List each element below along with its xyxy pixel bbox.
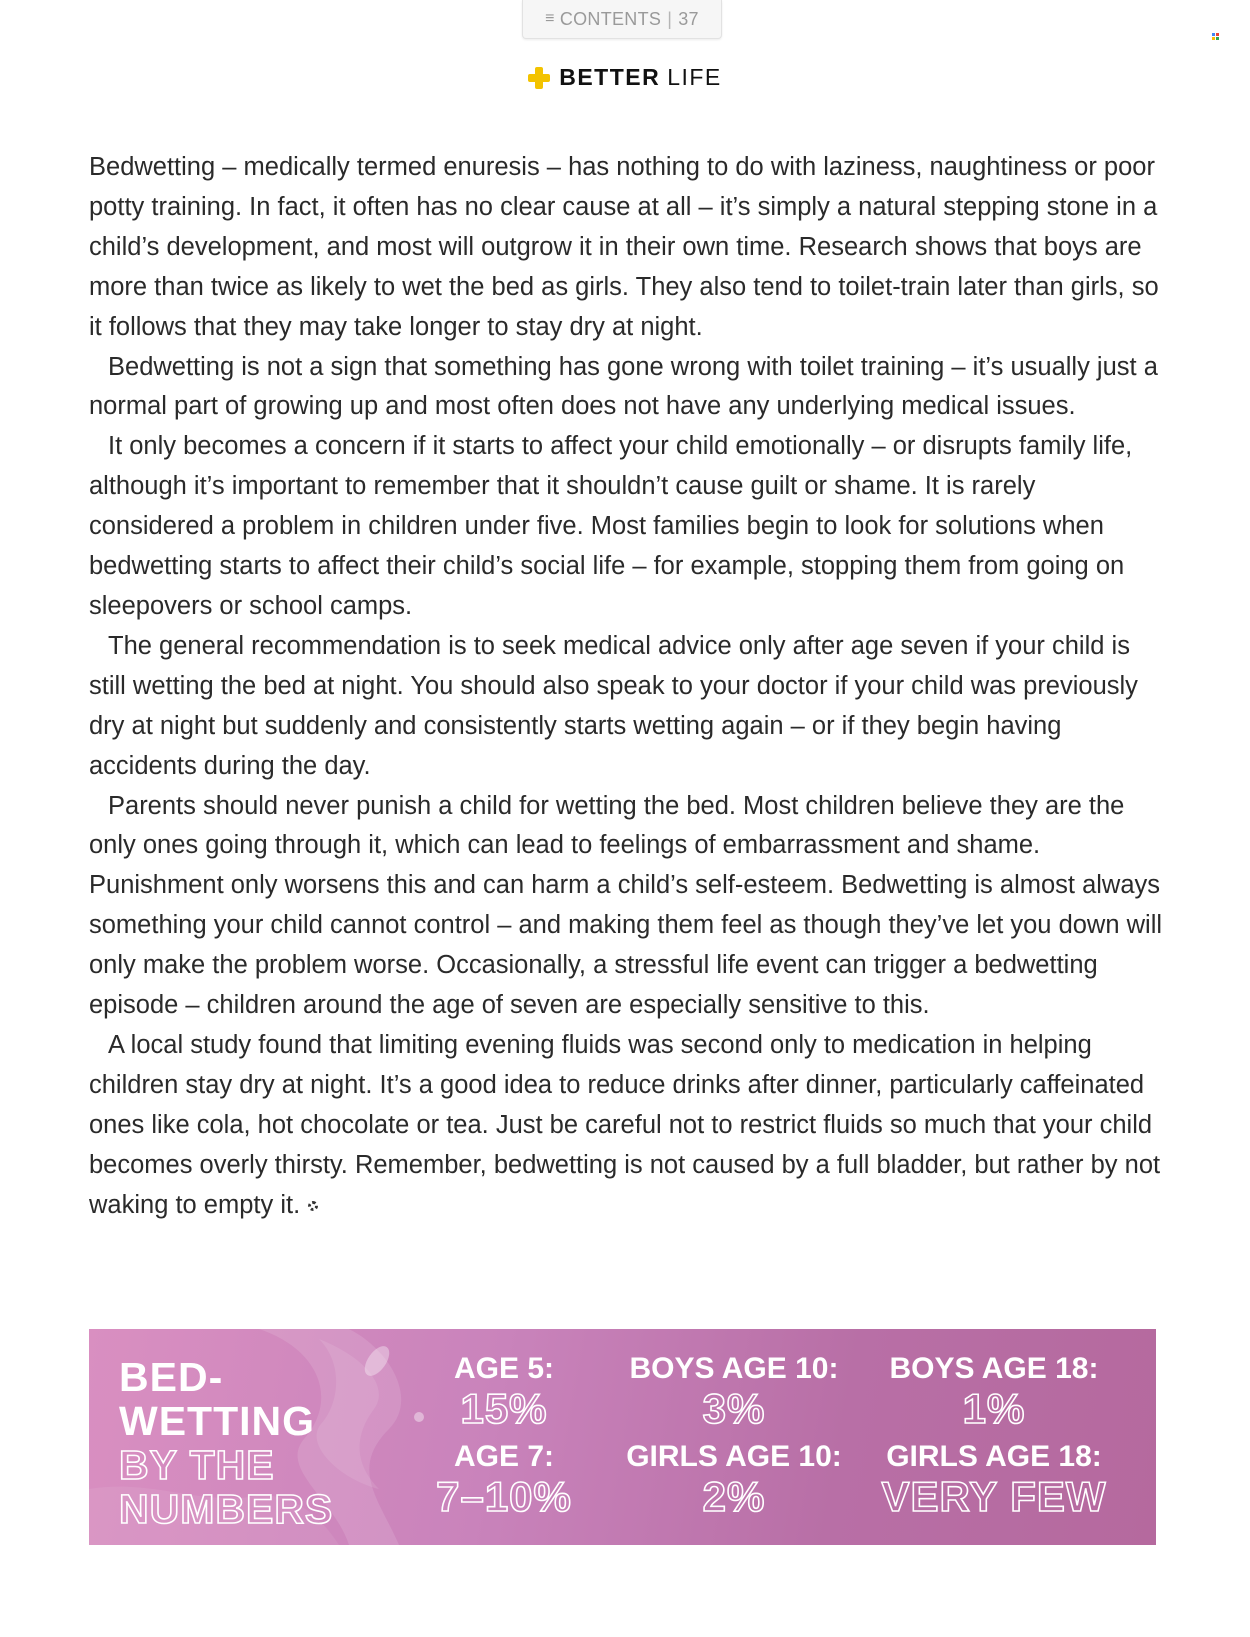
contents-separator: | [667, 8, 673, 29]
article-paragraph: It only becomes a concern if it starts to affect your child emotionally – or disrupts family life, although it’s important to remember that it shouldn’t cause guilt or shame. It is rarely considered a problem in children under five. Most families begin to look for solutions when bedwetting starts to affect their child’s social life – for example, stopping them from going on sleepovers or school camps. [89, 432, 1133, 620]
stat-value: 7–10% [436, 1473, 572, 1520]
contents-label: CONTENTS [559, 8, 662, 29]
stat-label: AGE 5: [453, 1352, 555, 1385]
article-paragraph-last [89, 1026, 1164, 1226]
article-paragraph: Bedwetting – medically termed enuresis – has nothing to do with laziness, naughtiness or poor potty training. In fact, it often has no clear cause at all – it’s simply a natural stepping stone in a child’s development, and most will outgrow it in their own time. Research shows that boys are more than twice as likely to wet the bed as girls. They also tend to toilet-train later than girls, so it follows that they may take longer to stay dry at night. [89, 153, 1159, 341]
stat-label: BOYS AGE 10: [629, 1352, 839, 1385]
stat-label: GIRLS AGE 10: [626, 1440, 842, 1473]
article-body [89, 148, 1164, 1225]
stat-boys-age-10 [619, 1351, 849, 1431]
stat-value: VERY FEW [881, 1473, 1107, 1520]
stats-title-line: BED- [119, 1354, 224, 1400]
stat-boys-age-18 [879, 1351, 1109, 1431]
end-of-article-icon [308, 1201, 318, 1211]
stats-title-line: WETTING [119, 1398, 316, 1444]
stat-age-7 [394, 1439, 614, 1519]
page-number: 37 [678, 8, 699, 29]
article-paragraph: Bedwetting is not a sign that something has gone wrong with toilet training – it’s usually just a normal part of growing up and most often does not have any underlying medical issues. [89, 352, 1158, 421]
contents-tab[interactable] [522, 0, 722, 39]
google-dots-icon [1212, 33, 1220, 41]
stat-value: 1% [962, 1385, 1026, 1432]
article-paragraph: Parents should never punish a child for wetting the bed. Most children believe they are the only ones going through it, which can lead to feelings of embarrassment and shame. Punishment only worsens this and can harm a child’s self-esteem. Bedwetting is almost always something your child cannot control – and making them feel as though they’ve let you down will only make the problem worse. Occasionally, a stressful life event can trigger a bedwetting episode – children around the age of seven are especially sensitive to this. [89, 791, 1163, 1020]
stat-value: 3% [702, 1385, 766, 1432]
stats-title [119, 1355, 333, 1531]
article-paragraph-text: A local study found that limiting evening fluids was second only to medication in helping children stay dry at night. It’s a good idea to reduce drinks after dinner, particularly caffeinated ones like cola, hot chocolate or tea. Just be careful not to restrict fluids so much that your child becomes overly thirsty. Remember, bedwetting is not caused by a full bladder, but rather by not waking to empty it. [89, 1030, 1161, 1219]
stat-girls-age-10 [614, 1439, 854, 1519]
stats-title-line: BY THE [119, 1442, 275, 1488]
stat-label: BOYS AGE 18: [889, 1352, 1099, 1385]
stat-value: 2% [702, 1473, 766, 1520]
stat-value: 15% [460, 1385, 548, 1432]
stat-age-5 [429, 1351, 579, 1431]
stats-banner [89, 1329, 1156, 1545]
plus-icon [528, 67, 550, 89]
stat-label: GIRLS AGE 18: [886, 1440, 1102, 1473]
menu-icon: ≡ [545, 10, 555, 27]
stat-label: AGE 7: [453, 1440, 555, 1473]
stats-title-line: NUMBERS [119, 1486, 334, 1532]
stat-girls-age-18 [874, 1439, 1114, 1519]
section-title-light: LIFE [667, 64, 722, 90]
article-paragraph: The general recommendation is to seek medical advice only after age seven if your child is still wetting the bed at night. You should also speak to your doctor if your child was previously dry at night but suddenly and consistently starts wetting again – or if they begin having accidents during the day. [89, 631, 1138, 780]
section-header [0, 64, 1250, 91]
section-title-bold: BETTER [559, 64, 661, 90]
